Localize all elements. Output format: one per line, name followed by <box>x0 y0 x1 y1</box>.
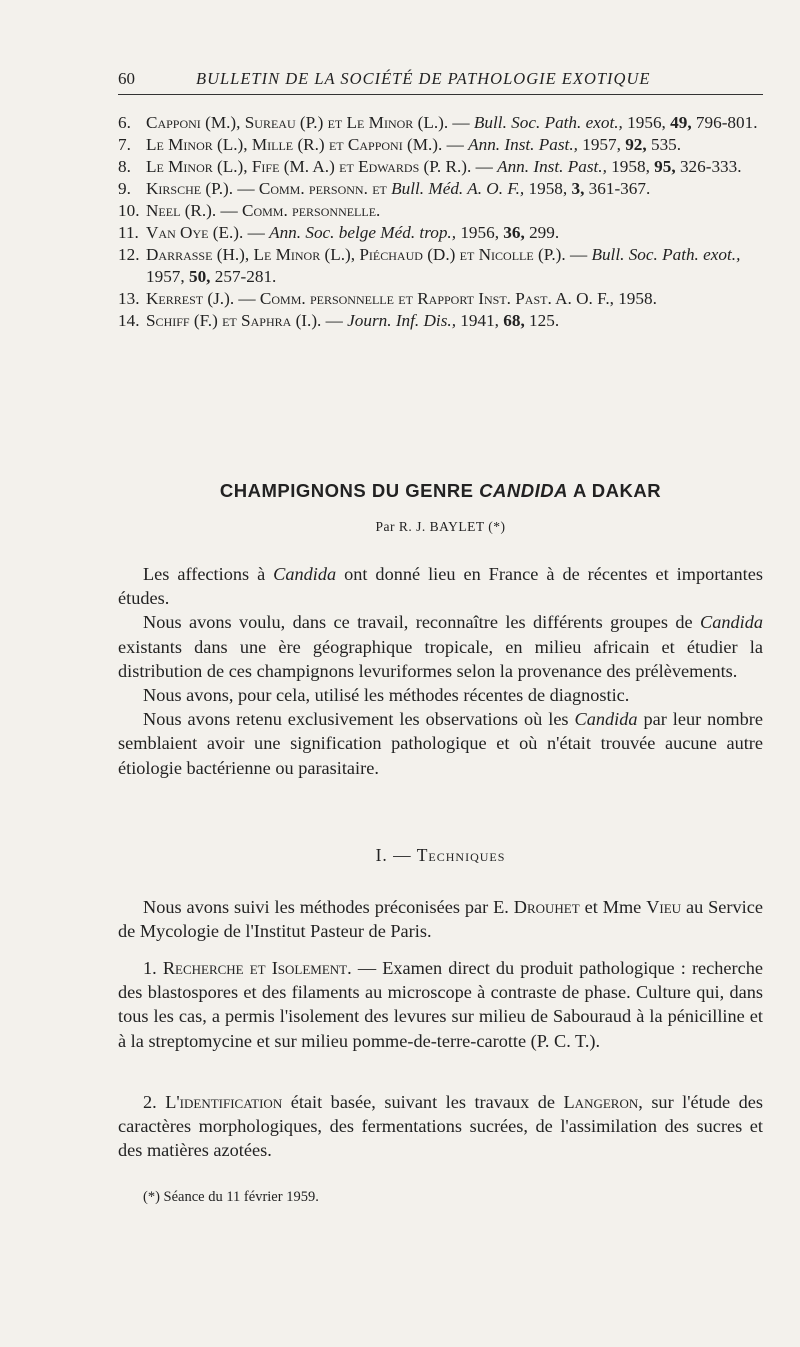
reference-number: 7. <box>118 135 131 154</box>
section-heading: I. — Techniques <box>375 845 506 865</box>
techniques-item-2 <box>118 1090 763 1163</box>
reference-item <box>118 222 763 244</box>
text-run: Langeron, <box>563 1092 643 1112</box>
reference-pages: 299. <box>529 223 560 242</box>
page-number: 60 <box>118 69 135 88</box>
reference-authors: Le Minor (L.), Mille (R.) et Capponi (M.). — <box>146 135 464 154</box>
reference-item <box>118 310 763 332</box>
reference-item <box>118 288 763 310</box>
reference-year: 1957, <box>146 267 185 286</box>
reference-authors: Darrasse (H.), Le Minor (L.), Piéchaud (D.) et Nicolle (P.). — <box>146 245 588 264</box>
text-run: sur l'étude des caractères morphologiques, des fermentations sucrées, de l'assimilation des sucres et des matières azotées. <box>118 1092 763 1161</box>
reference-year: 1941, <box>460 311 499 330</box>
reference-item <box>118 134 763 156</box>
reference-authors: Schiff (F.) et Saphra (I.). — <box>146 311 343 330</box>
text-run: était basée, suivant les travaux de <box>290 1092 556 1112</box>
reference-number: 8. <box>118 157 131 176</box>
text-run: au Service de Mycologie de l'Institut Pasteur de Paris. <box>118 897 763 942</box>
reference-number: 13. <box>118 289 140 308</box>
text-run: Candida <box>574 709 638 730</box>
reference-item <box>118 112 763 134</box>
reference-journal: Ann. Inst. Past., <box>497 157 607 176</box>
text-run: Les affections à <box>143 564 266 584</box>
reference-year: 1958, <box>528 179 568 198</box>
reference-journal: Ann. Inst. Past., <box>468 135 578 154</box>
article-title-part: CHAMPIGNONS DU GENRE <box>219 480 474 501</box>
reference-year: 1958, <box>611 157 650 176</box>
text-run: ont donné lieu en France à de récentes et importantes études. <box>118 564 763 609</box>
reference-item <box>118 156 763 178</box>
reference-authors: Capponi (M.), Sureau (P.) et Le Minor (L.). — <box>146 113 470 132</box>
reference-year: 1956, <box>627 113 666 132</box>
reference-number: 12. <box>118 245 140 264</box>
reference-authors: Van Oye (E.). — <box>146 223 265 242</box>
reference-pages: 125. <box>529 311 560 330</box>
footnote: (*) Séance du 11 février 1959. <box>143 1189 319 1205</box>
reference-number: 9. <box>118 179 131 198</box>
paragraph <box>118 562 763 610</box>
text-run: et Mme <box>584 897 642 917</box>
text-run: Nous avons suivi les méthodes préconisées par E. <box>143 897 509 917</box>
paragraph <box>118 610 763 683</box>
paragraph: Nous avons, pour cela, utilisé les méthodes récentes de diagnostic. <box>143 685 630 706</box>
reference-journal: Journ. Inf. Dis., <box>347 311 456 330</box>
reference-journal: Bull. Soc. Path. exot., <box>473 113 623 132</box>
article-title <box>118 480 763 502</box>
reference-pages: 361-367. <box>588 179 651 198</box>
article-title-part: A DAKAR <box>572 480 662 501</box>
text-run: Candida <box>273 564 337 584</box>
reference-item <box>118 244 763 288</box>
reference-pages: 535. <box>650 135 682 154</box>
reference-authors: Neel (R.). — Comm. personnelle. <box>146 201 381 220</box>
reference-pages: 257-281. <box>214 267 277 286</box>
text-run: Vieu <box>646 897 682 917</box>
reference-pages: 796-801. <box>695 113 758 132</box>
reference-item <box>118 200 763 222</box>
reference-year: 1957, <box>582 135 621 154</box>
reference-authors: Kirsche (P.). — Comm. personn. et <box>146 179 387 198</box>
paragraph <box>118 956 763 1053</box>
reference-authors: Kerrest (J.). — Comm. personnelle et Rapport Inst. Past. A. O. F., 1958. <box>146 289 657 308</box>
article-title-genus: CANDIDA <box>479 480 568 501</box>
paragraph <box>118 707 763 780</box>
reference-journal: Bull. Soc. Path. exot., <box>591 245 741 264</box>
paragraph <box>118 1090 763 1163</box>
text-run: 1. Recherche et Isolement. <box>143 958 352 978</box>
techniques-text <box>118 895 763 943</box>
reference-number: 6. <box>118 113 131 132</box>
reference-volume: 68, <box>503 311 525 330</box>
article-byline: Par R. J. BAYLET (*) <box>375 519 506 534</box>
reference-volume: 50, <box>188 267 211 286</box>
page-header <box>118 64 763 95</box>
reference-volume: 3, <box>571 179 585 198</box>
reference-pages: 326-333. <box>679 157 742 176</box>
running-title: BULLETIN DE LA SOCIÉTÉ DE PATHOLOGIE EXOTIQUE <box>196 69 651 88</box>
reference-number: 14. <box>118 311 140 330</box>
reference-number: 11. <box>118 223 139 242</box>
reference-volume: 92, <box>625 135 647 154</box>
reference-journal: Bull. Méd. A. O. F., <box>391 179 525 198</box>
techniques-item-1 <box>118 956 763 1053</box>
reference-year: 1956, <box>460 223 499 242</box>
reference-volume: 36, <box>503 223 525 242</box>
text-run: 2. L'identification <box>143 1092 283 1112</box>
reference-authors: Le Minor (L.), Fife (M. A.) et Edwards (P. R.). — <box>146 157 493 176</box>
text-run: Nous avons voulu, dans ce travail, reconnaître les différents groupes de <box>143 612 693 633</box>
text-run: Candida <box>700 612 763 633</box>
text-run: Drouhet <box>513 897 580 917</box>
reference-volume: 95, <box>654 157 676 176</box>
reference-number: 10. <box>118 201 140 220</box>
text-run: existants dans une ère géographique tropicale, en milieu africain et étudier la distribution de ces champignons levuriformes selon la provenance des prélèvements. <box>118 636 763 681</box>
text-run: par leur nombre semblaient avoir une signification pathologique et où n'était trouvée aucune autre étiologie bactérienne ou parasitaire. <box>118 709 763 778</box>
intro-text <box>118 562 763 780</box>
reference-item <box>118 178 763 200</box>
text-run: — Examen direct du produit pathologique : recherche des blastospores et des filaments au microscope à contraste de phase. Culture qui, dans tous les cas, a permis l'isolement des levures sur milieu de Sabouraud à la pénicilline et à la streptomycine et sur milieu pomme-de-terre-carotte (P. C. T.). <box>118 958 763 1051</box>
reference-list <box>118 112 763 332</box>
text-run: Nous avons retenu exclusivement les observations où les <box>143 709 569 730</box>
reference-volume: 49, <box>670 113 692 132</box>
reference-journal: Ann. Soc. belge Méd. trop., <box>269 223 457 242</box>
paragraph <box>118 895 763 943</box>
